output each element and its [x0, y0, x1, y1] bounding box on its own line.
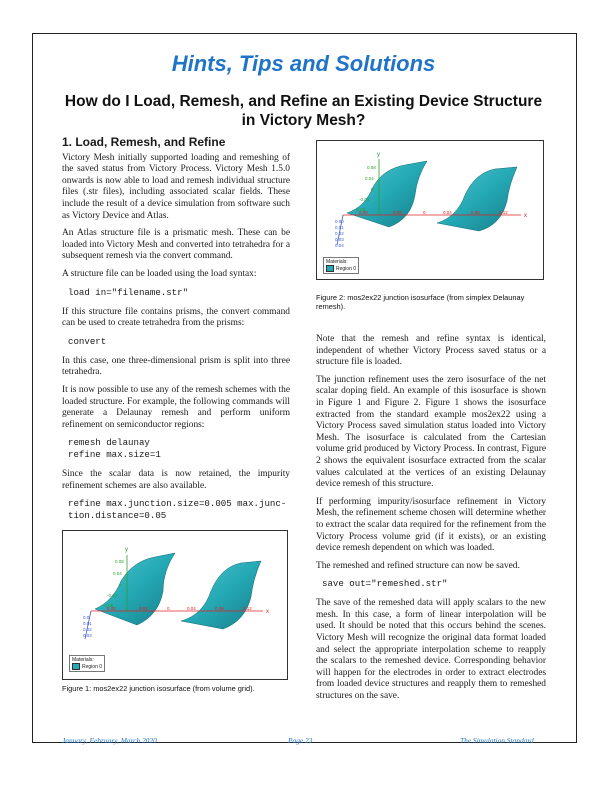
figure-2 [316, 140, 544, 280]
paragraph: Victory Mesh initially supported loading and remeshing of the saved status from Victory Process. Victory Mesh 1.5.0 onwards is now able to load and remesh individual structure files (.str files), including associated scalar fields. These include the result of a device simulation from software such as Victory Device and Atlas. [62, 152, 290, 221]
x-tick: 0.04 [393, 210, 402, 215]
x-tick: 0.08 [471, 210, 480, 215]
x-tick: 0.00 [359, 210, 368, 215]
paragraph: Note that the remesh and refine syntax is identical, independent of whether Victory Process saved status or a structure file is loaded. [316, 334, 546, 368]
code-remesh: remesh delaunay refine max.size=1 [68, 437, 161, 461]
figure-2-caption: Figure 2: mos2ex22 junction isosurface (from simplex Delaunay remesh). [316, 293, 525, 311]
isosurface-left [95, 553, 175, 625]
y-tick: -0.08 [355, 207, 366, 212]
y-axis-label: y [125, 547, 128, 553]
z-tick: 0.01 [335, 225, 344, 230]
x-tick: 0 [423, 210, 426, 215]
paragraph: The remeshed and refined structure can now be saved. [316, 560, 520, 571]
y-tick: -0.04 [107, 593, 118, 598]
figure-1-legend [69, 655, 105, 672]
x-tick: 0.04 [187, 606, 196, 611]
y-tick: 0.08 [367, 165, 376, 170]
figure-1 [62, 530, 288, 680]
isosurface-right [437, 167, 517, 231]
paragraph: If this structure file contains prisms, the convert command can be used to create tetrahedra from the prisms: [62, 306, 290, 329]
legend-label: Region 0 [336, 265, 357, 272]
paragraph: The save of the remeshed data will apply scalars to the new mesh. In this case, a form of linear interpolation will be used. It should be noted that this occurs behind the scenes. Victory Mesh will recognize the original data format loaded and select the appropriate interpolation scheme to reapply the scalars to the remeshed device. Corresponding behavior will happen for the electrodes in order to extract electrodes from loaded device structures and reapply them to remeshed structures on the save. [316, 598, 546, 702]
left-column [62, 137, 290, 530]
footer-page: Page 23 [288, 736, 313, 745]
isosurface-right [181, 561, 261, 629]
legend-item [326, 265, 356, 272]
z-tick: 0.03 [335, 237, 344, 242]
section-heading: 1. Load, Remesh, and Refine [62, 135, 226, 149]
x-axis-label: x [524, 213, 527, 219]
page-title: Hints, Tips and Solutions [171, 51, 436, 76]
z-tick: 0.02 [335, 231, 344, 236]
legend-title: Materials: [326, 259, 348, 265]
figure-2-legend [323, 257, 359, 274]
z-tick: 0.0 [83, 615, 90, 620]
y-tick: -0.08 [103, 603, 114, 608]
x-tick: 0.08 [215, 606, 224, 611]
article-title: How do I Load, Remesh, and Refine an Existing Device Structure in Victory Mesh? [64, 93, 543, 129]
x-tick: 0 [167, 606, 170, 611]
y-tick: 0 [119, 583, 122, 588]
paragraph: An Atlas structure file is a prismatic mesh. These can be loaded into Victory Mesh and converted into tetrahedra for a subsequent remesh via the convert command. [62, 228, 290, 262]
paragraph: The junction refinement uses the zero isosurface of the net scalar doping field. An example of this isosurface is shown in Figure 1 and Figure 2. Figure 1 shows the isosurface extracted from the standard example mos2ex22 using a Victory Process saved simulation status loaded into Victory Mesh. The isosurface is calculated from the Cartesian volume grid produced by Victory Process. In contrast, Figure 2 shows the equivalent isosurface extracted from the scalar values calculated at the vertices of an existing Delaunay device remesh of this structure. [316, 374, 546, 490]
z-tick: 0.02 [83, 627, 92, 632]
isosurface-left [347, 161, 427, 227]
y-tick: 0.04 [113, 571, 122, 576]
legend-label: Region 0 [82, 663, 103, 670]
y-axis-label: y [377, 152, 380, 158]
x-axis-label: x [266, 609, 269, 615]
z-tick: 0.03 [83, 633, 92, 638]
x-tick: 0.04 [443, 210, 452, 215]
x-tick: 0.00 [107, 606, 116, 611]
figure-1-caption: Figure 1: mos2ex22 junction isosurface (from volume grid). [62, 684, 255, 693]
code-save: save out="remeshed.str" [322, 578, 448, 590]
x-tick: 0.12 [499, 210, 508, 215]
footer-date: January, February, March 2020 [62, 736, 157, 745]
code-load: load in="filename.str" [68, 286, 189, 298]
paragraph: If performing impurity/isosurface refinement in Victory Mesh, the refinement scheme chosen will determine whether to extract the scalar data required for the refinement from the Victory Process volume grid (if it exists), or an existing device remesh dependent on which was loaded. [316, 496, 546, 554]
y-tick: -0.04 [359, 197, 370, 202]
paragraph: It is now possible to use any of the remesh schemes with the loaded structure. For example, the following commands will generate a Delaunay remesh and perform uniform refinement on semiconductor regions: [62, 384, 290, 430]
paragraph: Since the scalar data is now retained, the impurity refinement schemes are also available. [62, 469, 290, 491]
z-tick: 0.01 [83, 621, 92, 626]
x-tick: 0.12 [243, 606, 252, 611]
legend-title: Materials: [72, 657, 94, 663]
code-refine: refine max.junction.size=0.005 max.junc- tion.distance=0.05 [68, 498, 287, 522]
paragraph: A structure file can be loaded using the load syntax: [62, 268, 257, 279]
paragraph: In this case, one three-dimensional prism is split into three tetrahedra. [62, 355, 290, 378]
y-tick: 0.04 [365, 176, 374, 181]
z-tick: 0.00 [335, 219, 344, 224]
footer-publication: The Simulation Standard [460, 736, 534, 745]
legend-item [72, 663, 102, 670]
legend-swatch [72, 663, 80, 670]
x-tick: 0.04 [139, 606, 148, 611]
code-convert: convert [68, 335, 107, 347]
y-tick: 0 [371, 187, 374, 192]
right-column [316, 334, 546, 709]
z-tick: 0.04 [335, 243, 344, 248]
y-tick: 0.08 [115, 559, 124, 564]
legend-swatch [326, 265, 334, 272]
